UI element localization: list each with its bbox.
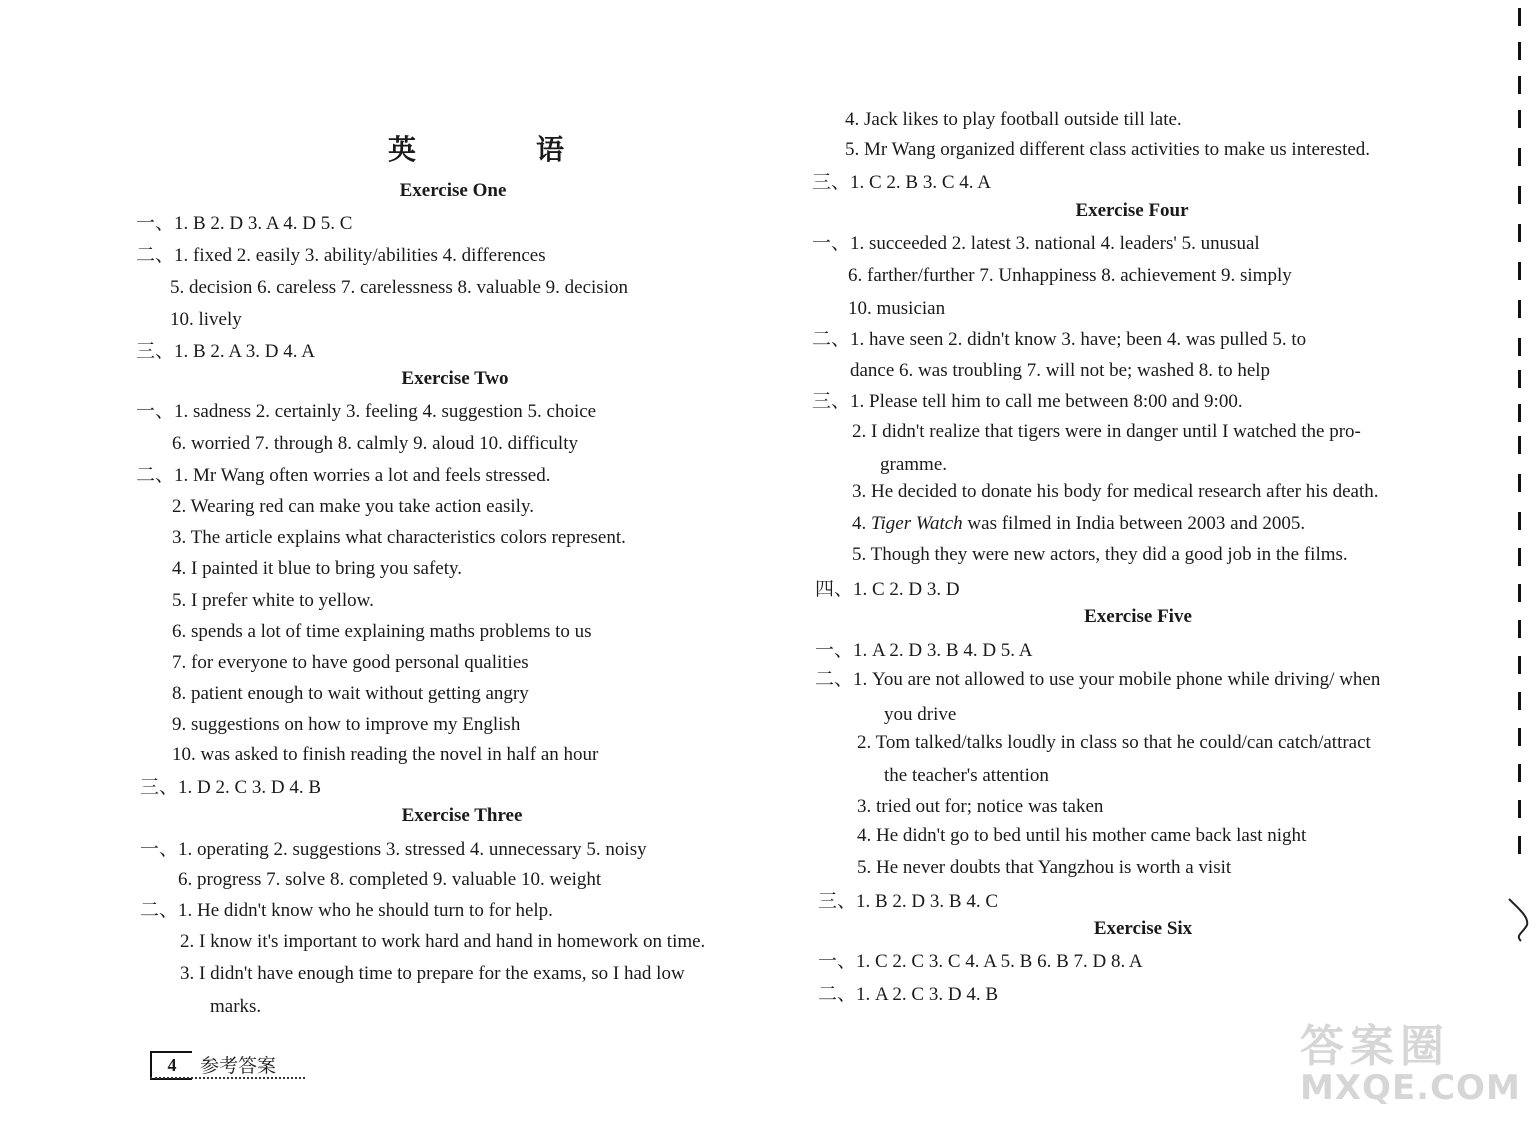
ex3-section2-line4: marks. <box>210 996 262 1017</box>
edge-mark <box>1518 370 1521 388</box>
watermark-top-text: 答案圈 <box>1300 1021 1450 1072</box>
ex1-section2-line3: 10. lively <box>170 309 242 330</box>
edge-mark <box>1518 338 1521 356</box>
ex1-section3: 三、1. B 2. A 3. D 4. A <box>136 341 315 362</box>
ex2-section1-line1: 一、1. sadness 2. certainly 3. feeling 4. suggestion 5. choice <box>136 401 597 422</box>
edge-mark <box>1518 764 1521 782</box>
exercise-three-heading: Exercise Three <box>401 805 523 826</box>
watermark-bottom-text: MXQE.COM <box>1300 1068 1521 1108</box>
ex1-section1: 一、1. B 2. D 3. A 4. D 5. C <box>136 213 353 234</box>
ex4-section1-line2: 6. farther/further 7. Unhappiness 8. achievement 9. simply <box>848 265 1292 286</box>
ex2-section1-line2: 6. worried 7. through 8. calmly 9. aloud 10. difficulty <box>172 433 578 454</box>
ex3-section3: 三、1. C 2. B 3. C 4. A <box>812 172 991 193</box>
ex2-section2-line: 2. Wearing red can make you take action easily. <box>172 496 534 517</box>
ex4-section3-line4: 3. He decided to donate his body for medical research after his death. <box>852 481 1379 502</box>
edge-mark <box>1518 584 1521 602</box>
item-number: 4. <box>852 513 867 534</box>
edge-mark <box>1518 656 1521 674</box>
ex2-section2-line: 6. spends a lot of time explaining maths problems to us <box>172 621 592 642</box>
edge-mark <box>1518 404 1521 422</box>
edge-mark <box>1518 836 1521 854</box>
ex4-section3-line6: 5. Though they were new actors, they did a good job in the films. <box>852 544 1348 565</box>
exercise-five-heading: Exercise Five <box>1084 606 1192 627</box>
ex5-section2-line4: the teacher's attention <box>884 765 1049 786</box>
edge-mark <box>1518 224 1521 242</box>
footer-label: 参考答案 <box>200 1055 277 1077</box>
edge-mark <box>1518 512 1521 530</box>
ex5-section2-line3: 2. Tom talked/talks loudly in class so that he could/can catch/attract <box>857 732 1371 753</box>
ex3-cont-line5: 5. Mr Wang organized different class activities to make us interested. <box>845 139 1371 160</box>
ex5-section2-line7: 5. He never doubts that Yangzhou is worth a visit <box>857 857 1232 878</box>
ex4-section3-line2: 2. I didn't realize that tigers were in danger until I watched the pro- <box>852 421 1361 442</box>
page-number-box: 4 <box>150 1051 192 1080</box>
ex5-section2-line1: 二、1. You are not allowed to use your mobile phone while driving/ when <box>815 669 1381 690</box>
ex1-section2-line1: 二、1. fixed 2. easily 3. ability/abilities 4. differences <box>136 245 546 266</box>
ex2-section2-line: 8. patient enough to wait without getting angry <box>172 683 529 704</box>
footer-dotted-rule <box>150 1077 305 1079</box>
ex5-section2-line6: 4. He didn't go to bed until his mother came back last night <box>857 825 1307 846</box>
edge-mark <box>1518 620 1521 638</box>
item-text: was filmed in India between 2003 and 2005. <box>967 513 1306 534</box>
pen-stroke-mark <box>1505 895 1535 945</box>
ex2-section2-line: 4. I painted it blue to bring you safety. <box>172 558 463 579</box>
ex2-section2-line: 9. suggestions on how to improve my English <box>172 714 521 735</box>
edge-mark <box>1518 548 1521 566</box>
ex6-section2: 二、1. A 2. C 3. D 4. B <box>818 984 998 1005</box>
edge-mark <box>1518 800 1521 818</box>
exercise-six-heading: Exercise Six <box>1093 918 1193 939</box>
edge-mark <box>1518 692 1521 710</box>
ex5-section1: 一、1. A 2. D 3. B 4. D 5. A <box>815 640 1033 661</box>
ex4-section3-line1: 三、1. Please tell him to call me between 8:00 and 9:00. <box>812 391 1243 412</box>
ex3-section2-line3: 3. I didn't have enough time to prepare for the exams, so I had low <box>180 963 685 984</box>
edge-mark <box>1518 42 1521 60</box>
edge-mark <box>1518 186 1521 204</box>
ex4-section2-line2: dance 6. was troubling 7. will not be; washed 8. to help <box>850 360 1271 381</box>
ex2-section2-line: 二、1. Mr Wang often worries a lot and feels stressed. <box>136 465 551 486</box>
ex4-section2-line1: 二、1. have seen 2. didn't know 3. have; been 4. was pulled 5. to <box>812 329 1307 350</box>
edge-mark <box>1518 728 1521 746</box>
edge-mark <box>1518 474 1521 492</box>
ex4-section4: 四、1. C 2. D 3. D <box>815 579 960 600</box>
ex3-section1-line1: 一、1. operating 2. suggestions 3. stressed 4. unnecessary 5. noisy <box>140 839 647 860</box>
ex5-section3: 三、1. B 2. D 3. B 4. C <box>818 891 998 912</box>
ex6-section1: 一、1. C 2. C 3. C 4. A 5. B 6. B 7. D 8. A <box>818 951 1143 972</box>
ex1-section2-line2: 5. decision 6. careless 7. carelessness 8. valuable 9. decision <box>170 277 628 298</box>
edge-mark <box>1518 148 1521 166</box>
ex3-section2-line1: 二、1. He didn't know who he should turn to for help. <box>140 900 553 921</box>
ex5-section2-line2: you drive <box>884 704 957 725</box>
ex3-section2-line2: 2. I know it's important to work hard and hand in homework on time. <box>180 931 706 952</box>
watermark-logo <box>1300 1010 1521 1108</box>
edge-mark <box>1518 300 1521 318</box>
exercise-two-heading: Exercise Two <box>401 368 509 389</box>
edge-mark <box>1518 76 1521 94</box>
film-title: Tiger Watch <box>871 513 963 534</box>
ex4-section1-line3: 10. musician <box>848 298 946 319</box>
edge-mark <box>1518 436 1521 454</box>
exercise-one-heading: Exercise One <box>399 180 507 201</box>
ex4-section3-line3: gramme. <box>880 454 948 475</box>
ex2-section2-line: 10. was asked to finish reading the novel in half an hour <box>172 744 599 765</box>
ex2-section3: 三、1. D 2. C 3. D 4. B <box>140 777 322 798</box>
exercise-four-heading: Exercise Four <box>1075 200 1189 221</box>
ex2-section2-line: 7. for everyone to have good personal qualities <box>172 652 529 673</box>
ex4-section1-line1: 一、1. succeeded 2. latest 3. national 4. leaders' 5. unusual <box>812 233 1260 254</box>
ex5-section2-line5: 3. tried out for; notice was taken <box>857 796 1104 817</box>
ex2-section2-line: 5. I prefer white to yellow. <box>172 590 374 611</box>
ex3-section1-line2: 6. progress 7. solve 8. completed 9. valuable 10. weight <box>178 869 602 890</box>
page-title: 英 语 <box>388 133 611 166</box>
ex3-cont-line4: 4. Jack likes to play football outside till late. <box>845 109 1182 130</box>
edge-mark <box>1518 262 1521 280</box>
ex4-section3-line5 <box>852 512 1305 536</box>
edge-mark <box>1518 8 1521 26</box>
ex2-section2-line: 3. The article explains what characteristics colors represent. <box>172 527 626 548</box>
edge-mark <box>1518 110 1521 128</box>
